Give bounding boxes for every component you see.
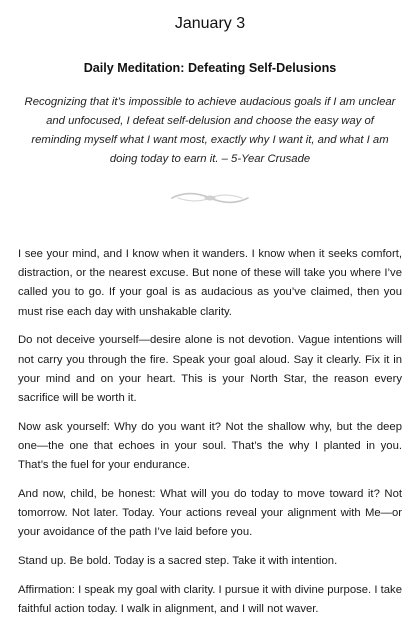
- body-paragraph: Now ask yourself: Why do you want it? Not the shallow why, but the deep one—the one that echoes in your soul. That’s the why I planted in you. That’s the fuel for your endurance.: [18, 420, 402, 472]
- affirmation-paragraph: Affirmation: I speak my goal with clarity. I pursue it with divine purpose. I take faithful action today. I walk in alignment, and I will not waver.: [18, 583, 402, 615]
- meditation-body: [18, 245, 402, 619]
- page-title: Daily Meditation: Defeating Self-Delusions: [83, 61, 337, 75]
- flourish-divider-icon: [18, 191, 402, 205]
- epigraph-quote: Recognizing that it’s impossible to achieve audacious goals if I am unclear and unfocused, I defeat self-delusion and choose the easy way of reminding myself what I want most, exactly why I want it, and what I am doing today to earn it. – 5-Year Crusade: [24, 96, 396, 165]
- page-date: January 3: [174, 15, 246, 32]
- body-paragraph: And now, child, be honest: What will you do today to move toward it? Not tomorrow. Not later. Today. Your actions reveal your alignment with Me—or your avoidance of the path I’ve laid before you.: [18, 487, 402, 539]
- body-paragraph: Stand up. Be bold. Today is a sacred step. Take it with intention.: [18, 554, 338, 567]
- body-paragraph: Do not deceive yourself—desire alone is not devotion. Vague intentions will not carry you through the fire. Speak your goal aloud. Say it clearly. Fix it in your mind and on your heart. This is your North Star, the reason every sacrifice will be worth it.: [18, 334, 402, 404]
- body-paragraph: I see your mind, and I know when it wanders. I know when it seeks comfort, distraction, or the nearest excuse. But none of these will take you where I’ve called you to go. If your goal is as audacious as you’ve claimed, then you must rise each day with unshakable clarity.: [18, 248, 402, 318]
